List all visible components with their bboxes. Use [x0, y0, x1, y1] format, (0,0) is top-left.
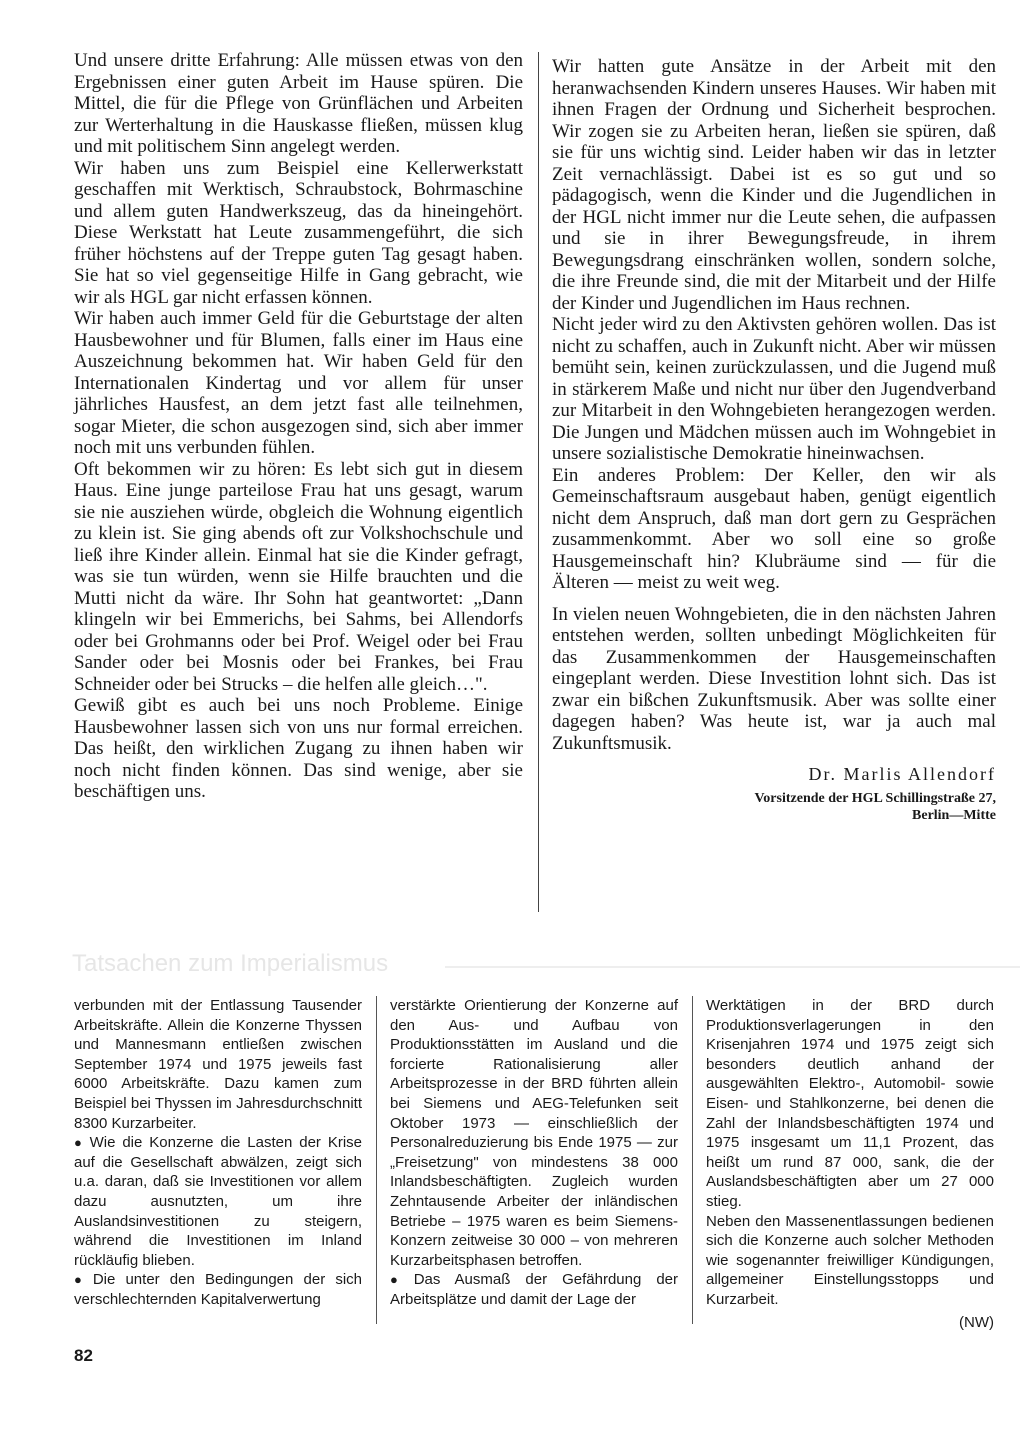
author-role: [552, 790, 996, 824]
bullet-icon: ●: [74, 1135, 85, 1151]
author-role-line: Vorsitzende der HGL Schillingstraße 27,: [754, 790, 996, 806]
article-right-column: [552, 56, 996, 824]
page-number: 82: [74, 1346, 93, 1365]
article-paragraph: Wir hatten gute Ansätze in der Arbeit mit den heranwachsenden Kindern unseres Hauses. Wir haben mit ihnen Fragen der Ordnung und Sicherheit besprochen. Wir zogen sie zu Arbeiten heran, ließen sie spüren, daß sie für uns wichtig sind. Leider haben wir das in letzter Zeit vernachlässigt. Dabei ist es so gut und so pädagogisch, wenn die Kinder und die Jugendlichen in der HGL nicht immer nur die Leute sehen, die aufpassen und sie in ihrer Bewegungsfreude, in ihrem Bewegungsdrang einschränken wollen, sondern solche, die ihre Freunde sind, die mit der Mitarbeit und der Hilfe der Kinder und Jugendlichen im Haus rechnen.: [552, 56, 996, 314]
article-paragraph: Nicht jeder wird zu den Aktivsten gehören wollen. Das ist nicht zu schaffen, auch in Zukunft nicht. Aber wir müssen bemüht sein, keinen zurückzulassen, und die Jugend muß in stärkerem Maße und nicht nur über den Jugendverband zur Mitarbeit in den Wohngebieten herangezogen werden. Die Jungen und Mädchen müssen auch im Wohngebiet in unsere sozialistische Demokratie hineinwachsen.: [552, 314, 996, 464]
article-left-column: [74, 50, 523, 803]
bullet-icon: ●: [74, 1272, 88, 1288]
author-name: Dr. Marlis Allendorf: [808, 764, 996, 784]
facts-paragraph: Werktätigen in der BRD durch Produktionsverlagerungen in den Krisenjahren 1974 und 1975 zeigt sich besonders deutlich anhand der ausgewählten Elektro-, Automobil- sowie Eisen- und Stahlkonzerne, bei denen die Zahl der Inlandsbeschäftigten 1974 und 1975 insgesamt um 11,1 Prozent, das heißt um rund 87 000, sank, die der Auslandsbeschäftigten aber um 27 000 stieg.: [706, 997, 994, 1210]
article-paragraph: Wir haben auch immer Geld für die Geburtstage der alten Hausbewohner und für Blumen, falls einer im Haus eine Auszeichnung bekommen hat. Wir haben Geld für den Internationalen Kindertag und vor allem für unser jährliches Hausfest, an dem jetzt fast alle teilnehmen, sogar Mieter, die schon ausgezogen sind, sich aber immer noch mit uns verbunden fühlen.: [74, 308, 523, 458]
facts-column-1: [74, 996, 362, 1310]
facts-paragraph: verstärkte Orientierung der Konzerne auf den Aus- und Aufbau von Produktionsstätten im Ausland und die forcierte Rationalisierung aller Arbeitsprozesse in der BRD führten allein bei Siemens und AEG-Telefunken seit Oktober 1973 — einschließlich der Personalreduzierung bis Ende 1975 — zur „Freisetzung" von mindestens 38 000 Inlandsbeschäftigten. Zugleich wurden Zehntausende Arbeiter der inländischen Betriebe – 1975 waren es beim Siemens-Konzern zeitweise 30 000 – von mehreren Kurzarbeitsphasen betroffen.: [390, 997, 678, 1269]
bullet-icon: ●: [390, 1272, 409, 1288]
facts-column-2: [390, 996, 678, 1310]
facts-paragraph: ● Wie die Konzerne die Lasten der Krise auf die Gesellschaft abwälzen, zeigt sich u.a. daran, daß sie Investitionen vor allem dazu ausnutzten, um ihre Auslandsinvestitionen zu steigern, während die Investitionen im Inland rückläufig blieben.: [74, 1134, 362, 1269]
column-divider: [376, 996, 377, 1324]
section-header-rule: [445, 966, 1020, 968]
facts-paragraph: ● Die unter den Bedingungen der sich verschlechternden Kapitalverwertung: [74, 1271, 362, 1308]
facts-paragraph: verbunden mit der Entlassung Tausender Arbeitskräfte. Allein die Konzerne Thyssen und Mannesmann entließen zwischen September 1974 und 1975 jeweils fast 6000 Arbeitskräfte. Dazu kamen zum Beispiel bei Thyssen im Jahresdurchschnitt 8300 Kurzarbeiter.: [74, 997, 362, 1132]
facts-column-3: [706, 996, 994, 1332]
column-divider: [692, 996, 693, 1324]
author-signature: [552, 764, 996, 824]
source-tag: (NW): [959, 1313, 994, 1331]
article-paragraph: Gewiß gibt es auch bei uns noch Probleme. Einige Hausbewohner lassen sich von uns nur formal erreichen. Das heißt, den wirklichen Zugang zu ihnen haben wir noch nicht finden können. Das sind wenige, aber sie beschäftigen uns.: [74, 695, 523, 802]
author-role-line: Berlin—Mitte: [912, 807, 996, 823]
section-header: Tatsachen zum Imperialismus: [72, 950, 389, 977]
article-paragraph: Ein anderes Problem: Der Keller, den wir als Gemeinschaftsraum ausgebaut haben, genügt eigentlich nicht dem Anspruch, daß man dort gern zu Gesprächen zusammenkommt. Aber wo soll eine so große Hausgemeinschaft hin? Klubräume sind — für die Älteren — meist zu weit weg.: [552, 464, 996, 593]
facts-paragraph: Neben den Massenentlassungen bedienen sich die Konzerne auch solcher Methoden wie sogenannter freiwilliger Kündigungen, allgemeiner Einstellungsstopps und Kurzarbeit.: [706, 1212, 994, 1308]
article-paragraph: Wir haben uns zum Beispiel eine Kellerwerkstatt geschaffen mit Werktisch, Schraubstock, Bohrmaschine und allem guten Handwerkszeug, das da hineingehört. Diese Werkstatt hat Leute zusammengeführt, die sich früher höchstens auf der Treppe guten Tag gesagt haben. Sie hat so viel gegenseitige Hilfe in Gang gebracht, wie wir als HGL gar nicht erfassen können.: [74, 157, 523, 308]
facts-paragraph: ● Das Ausmaß der Gefährdung der Arbeitsplätze und damit der Lage der: [390, 1271, 679, 1308]
article-paragraph: Und unsere dritte Erfahrung: Alle müssen etwas von den Ergebnissen einer guten Arbeit im Hause spüren. Die Mittel, die für die Pflege von Grünflächen und Arbeiten zur Werterhaltung in die Hauskasse fließen, müssen klug und mit politischem Sinn angelegt werden.: [74, 50, 523, 157]
column-divider: [538, 52, 539, 912]
article-paragraph: Oft bekommen wir zu hören: Es lebt sich gut in diesem Haus. Eine junge parteilose Frau hat uns gesagt, warum sie nie ausziehen würde, obgleich die Wohnung eigentlich zu klein ist. Sie ging abends oft zur Volkshochschule und ließ ihre Kinder allein. Einmal hat sie die Kinder gefragt, was sie tun würden, wenn sie Hilfe brauchten und die Mutti nicht da wäre. Ihr Sohn hat geantwortet: „Dann klingeln wir bei Emmerichs, bei Sahms, bei Allendorfs oder bei Grohmanns oder bei Prof. Weigel oder bei Frau Sander oder bei Mosnis oder bei Frankes, bei Frau Schneider oder bei Strucks – die helfen alle gleich…".: [74, 458, 523, 695]
article-paragraph: In vielen neuen Wohngebieten, die in den nächsten Jahren entstehen werden, sollten unbedingt Möglichkeiten für das Zusammenkommen der Hausgemeinschaften eingeplant werden. Diese Investition lohnt sich. Das ist zwar ein bißchen Zukunftsmusik. Aber was sollte einer dagegen haben? Was heute ist, war ja auch mal Zukunftsmusik.: [552, 603, 996, 754]
